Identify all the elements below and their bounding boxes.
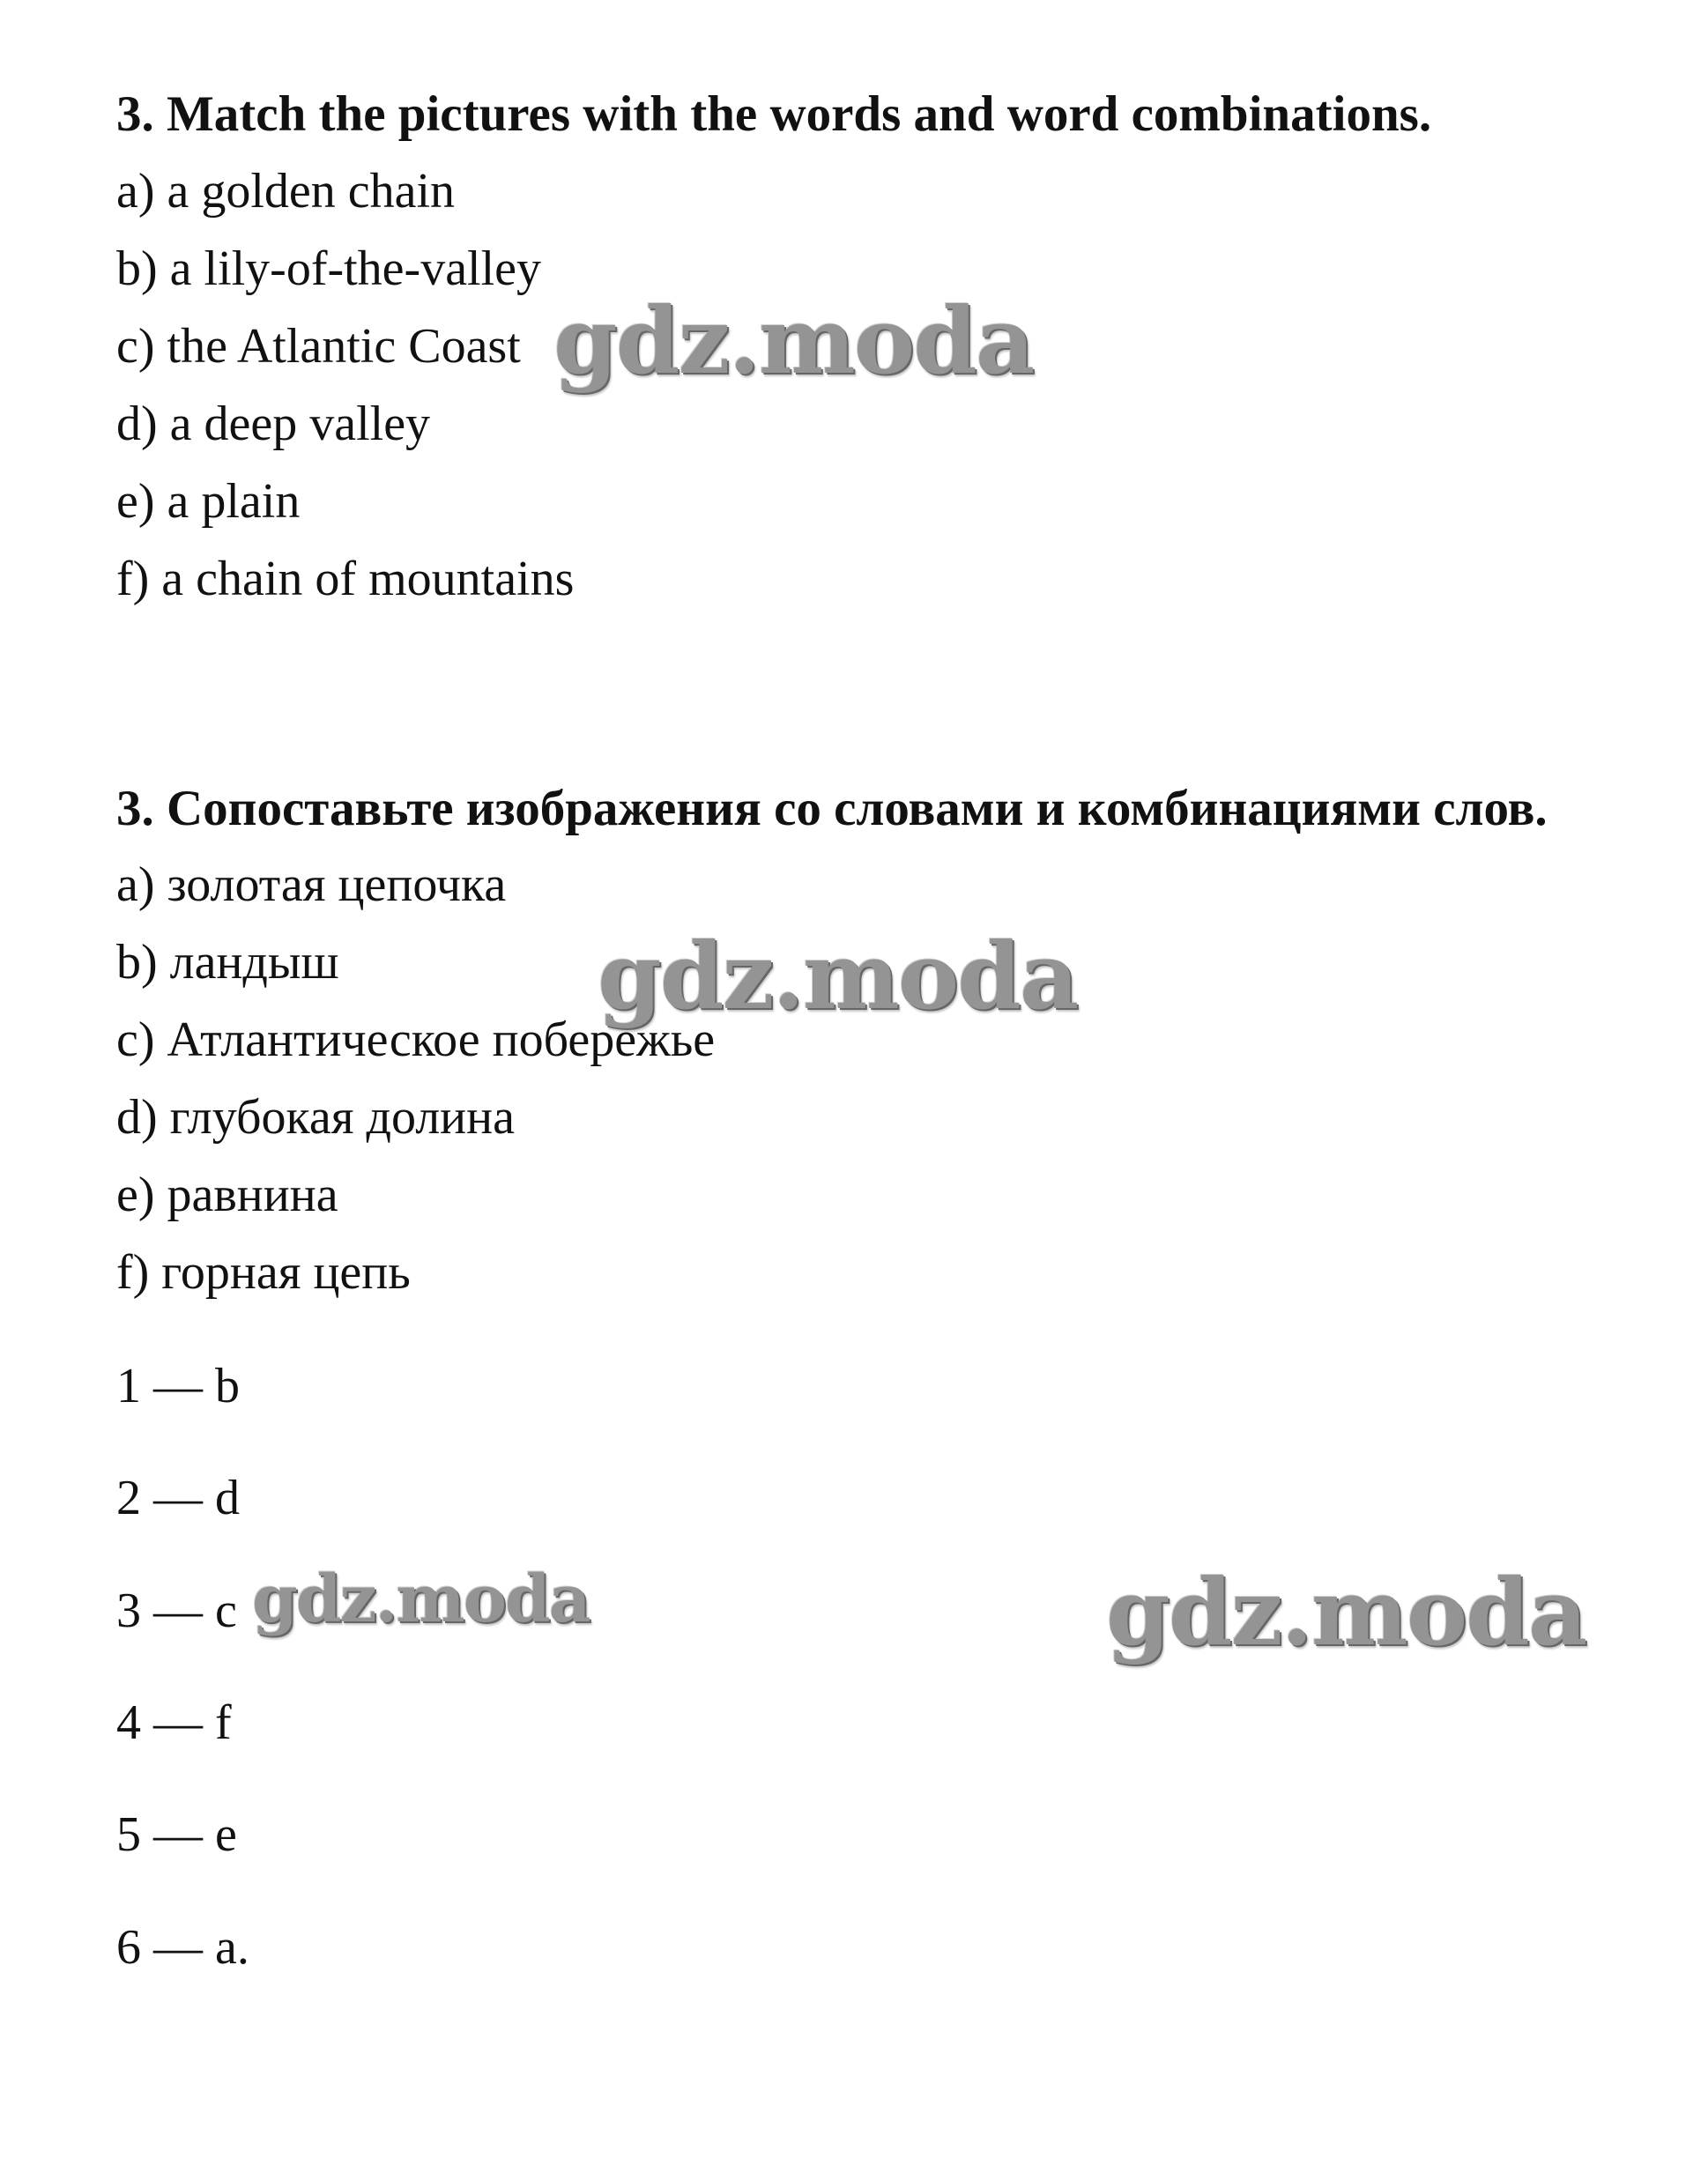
russian-item-c: c) Атлантическое побережье	[116, 1012, 716, 1067]
watermark-gdz-moda: gdz.moda	[553, 286, 1034, 395]
answer-3: 3 — c	[116, 1583, 237, 1638]
watermark-gdz-moda: gdz.moda	[1106, 1558, 1586, 1666]
answer-1: 1 — b	[116, 1359, 240, 1413]
answer-4: 4 — f	[116, 1695, 232, 1750]
answer-2: 2 — d	[116, 1471, 240, 1525]
answer-5: 5 — e	[116, 1807, 237, 1862]
english-item-c: c) the Atlantic Coast	[116, 319, 521, 374]
english-item-f: f) a chain of mountains	[116, 552, 575, 606]
russian-item-d: d) глубокая долина	[116, 1090, 515, 1145]
english-item-d: d) a deep valley	[116, 397, 431, 451]
answer-6: 6 — a.	[116, 1920, 249, 1975]
english-item-e: e) a plain	[116, 474, 301, 529]
russian-item-e: e) равнина	[116, 1168, 338, 1222]
english-heading: 3. Match the pictures with the words and word combinations.	[116, 86, 1432, 142]
russian-item-b: b) ландыш	[116, 935, 339, 990]
russian-heading: 3. Сопоставьте изображения со словами и комбинациями слов.	[116, 781, 1548, 836]
english-item-b: b) a lily-of-the-valley	[116, 241, 542, 296]
english-item-a: a) a golden chain	[116, 164, 456, 219]
russian-item-a: a) золотая цепочка	[116, 857, 507, 912]
russian-item-f: f) горная цепь	[116, 1245, 411, 1300]
watermark-gdz-moda: gdz.moda	[252, 1561, 590, 1637]
watermark-gdz-moda: gdz.moda	[598, 922, 1078, 1030]
